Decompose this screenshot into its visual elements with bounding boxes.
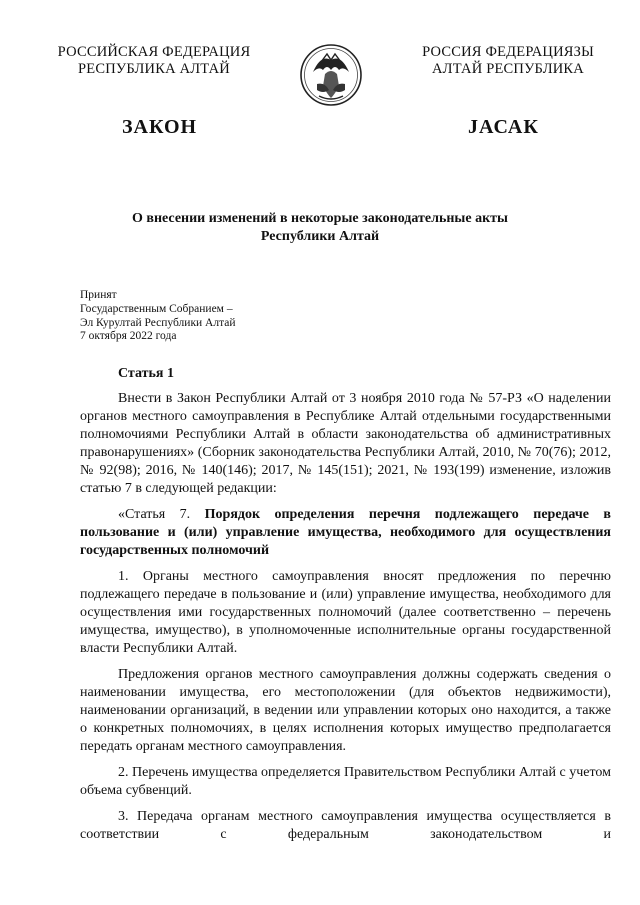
article-7-title: Порядок определения перечня подлежащего передаче в пользование и (или) управление имущества, необходимого для осуществления государственных полномочий xyxy=(80,507,611,558)
header-left-country: РОССИЙСКАЯ ФЕДЕРАЦИЯ xyxy=(57,44,251,60)
law-subject-line1: О внесении изменений в некоторые законодательные акты xyxy=(132,211,508,226)
article-7-part-2: 2. Перечень имущества определяется Правительством Республики Алтай с учетом объема субвенций. xyxy=(80,765,611,798)
header-right-country: РОССИЯ ФЕДЕРАЦИЯЗЫ xyxy=(422,44,594,60)
adoption-body-line1: Государственным Собранием – xyxy=(80,302,233,315)
article-1-intro: Внести в Закон Республики Алтай от 3 ноября 2010 года № 57-РЗ «О наделении органов местного самоуправления в Республике Алтай отдельными государственными полномочиями Республики Алтай в области законодательства об административных правонарушениях» (Сборник законодательства Республики Алтай, 2010, № 70(76); 2012, № 92(98); 2016, № 140(146); 2017, № 145(151); 2021, № 193(199) изменение, изложив статью 7 в следующей редакции: xyxy=(80,391,611,496)
adoption-date: 7 октября 2022 года xyxy=(80,330,177,343)
adoption-body-line2: Эл Курултай Республики Алтай xyxy=(80,316,236,329)
header-left-republic: РЕСПУБЛИКА АЛТАЙ xyxy=(78,61,230,77)
title-ru: ЗАКОН xyxy=(122,116,198,138)
header-right xyxy=(398,44,618,78)
coat-of-arms-icon xyxy=(299,40,363,110)
adoption-label: Принят xyxy=(80,289,117,301)
header-right-republic: АЛТАЙ РЕСПУБЛИКА xyxy=(432,61,584,77)
law-subject xyxy=(60,210,580,246)
article-7-part-1-paragraph-2: Предложения органов местного самоуправления должны содержать сведения о наименовании имущества, его местоположении (для объектов недвижимости), наименовании организаций, в ведении или управлении которых оно находится, а также о конкретных полномочиях, в целях исполнения которых имущество предполагается передать органам местного самоуправления. xyxy=(80,667,611,754)
article-7-quote-heading xyxy=(80,506,611,560)
header-left xyxy=(44,44,264,78)
article-7-part-3: 3. Передача органам местного самоуправления имущества осуществляется в соответствии с федеральным законодательством и xyxy=(80,809,611,842)
law-subject-line2: Республики Алтай xyxy=(260,229,380,244)
article-7-part-1: 1. Органы местного самоуправления вносят предложения по перечню подлежащего передаче в пользование и (или) управление имущества, необходимого для осуществления ими государственных полномочий (далее соответственно – перечень имущества, имущество), в уполномоченные исполнительные органы государственной власти Республики Алтай. xyxy=(80,569,611,656)
article-7-quote-prefix: «Статья 7. xyxy=(118,507,205,522)
article-1-body xyxy=(80,390,611,844)
title-alt: JАСАК xyxy=(468,116,539,138)
adoption-info xyxy=(80,289,236,344)
article-1-heading: Статья 1 xyxy=(118,366,174,381)
